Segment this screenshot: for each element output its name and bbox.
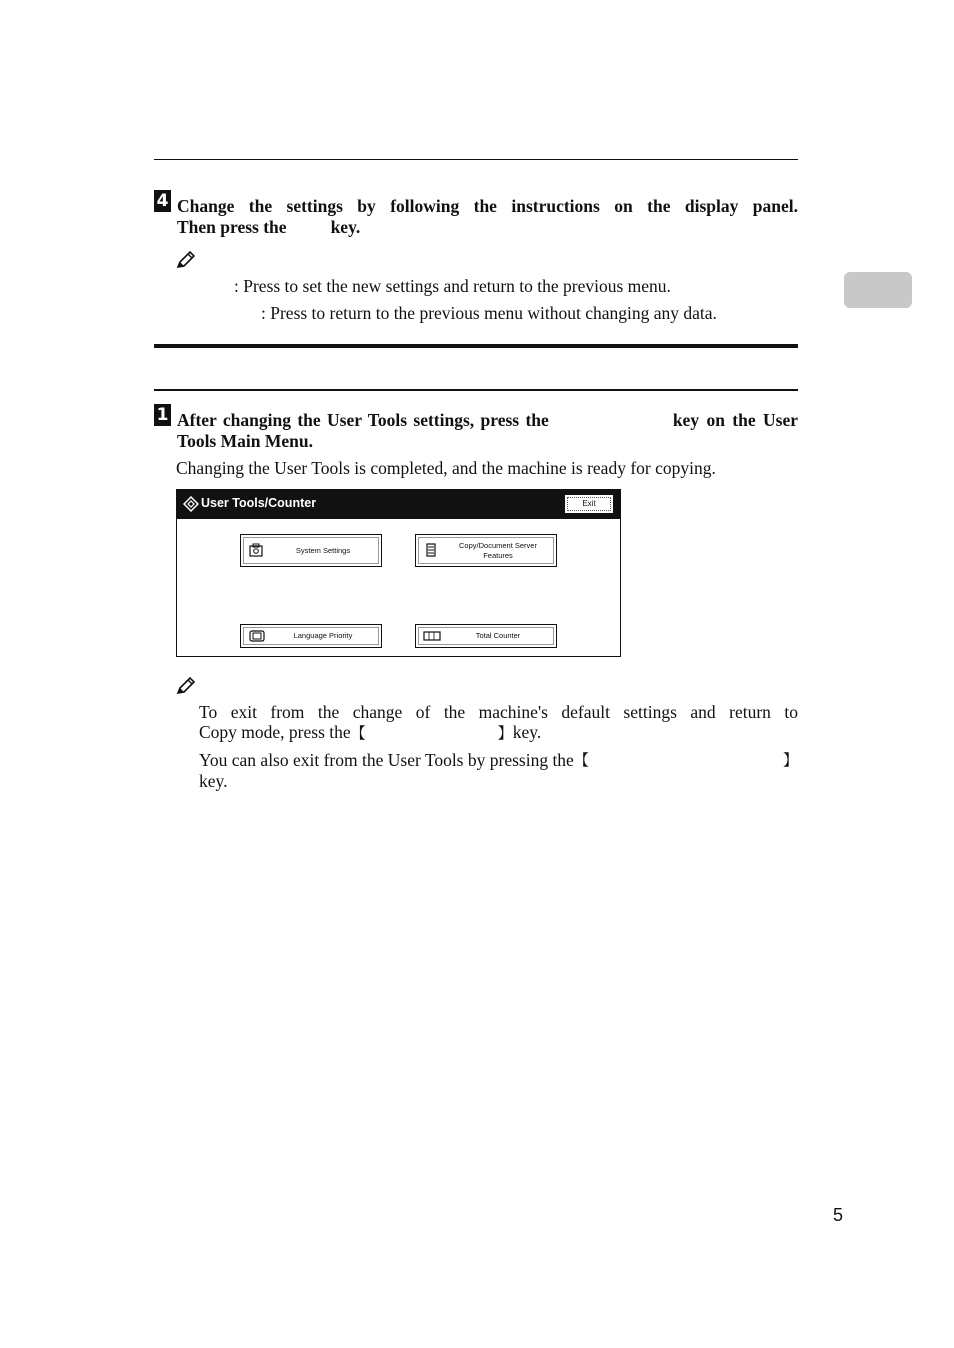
step-instruction-line1 [177, 410, 798, 431]
step-text-key: key. [330, 217, 361, 237]
section-rule [154, 344, 798, 348]
copy-document-server-icon [424, 543, 438, 557]
page-number: 5 [832, 1205, 843, 1225]
button-label: Copy/Document Server Features [459, 540, 537, 560]
key-bracket-close: 】 [782, 751, 798, 769]
screen-title: User Tools/Counter [201, 496, 317, 510]
step-text-then: Then press the [177, 217, 287, 237]
button-label: Total Counter [475, 631, 521, 640]
language-priority-icon [249, 630, 265, 642]
note-exit-line2 [199, 722, 541, 744]
key-bracket-open: 【 [350, 724, 366, 742]
header-rule [154, 159, 798, 160]
note-ok-description: : Press to set the new settings and return to the previous menu. [234, 276, 671, 296]
note-pencil-icon [176, 250, 196, 270]
step-instruction-line1: Change the settings by following the instructions on the display panel. [177, 196, 798, 216]
subsection-rule [154, 389, 798, 391]
key-bracket-open: 【 [573, 751, 589, 769]
step-instruction-line2: Tools Main Menu. [177, 431, 313, 451]
step-number-badge: 4 [154, 190, 171, 212]
note-key-text: key. [512, 722, 542, 742]
step-text-key-on: key on the User [672, 410, 798, 430]
step-instruction [177, 196, 798, 238]
system-settings-icon [249, 543, 263, 557]
note-pencil-icon [176, 676, 196, 696]
button-label: System Settings [295, 545, 351, 555]
chapter-tab-marker [844, 272, 912, 308]
note-cancel-description: : Press to return to the previous menu without changing any data. [261, 303, 717, 323]
note-key-line: key. [199, 771, 228, 791]
button-label: Language Priority [293, 631, 353, 640]
note-exit-line1: To exit from the change of the machine's default settings and return to [199, 702, 798, 722]
system-settings-button[interactable] [240, 534, 382, 567]
user-tools-icon [183, 496, 199, 512]
user-tools-screen [176, 489, 621, 657]
key-bracket-close: 】 [497, 724, 513, 742]
counter-icon [423, 631, 441, 641]
step-result-text: Changing the User Tools is completed, and the machine is ready for copying. [176, 458, 716, 478]
note-also-exit-text: You can also exit from the User Tools by pressing the [199, 750, 574, 770]
step-number-badge: 1 [154, 404, 171, 426]
note-also-exit-line [199, 750, 798, 771]
exit-button[interactable]: Exit [565, 495, 613, 513]
step-instruction [177, 410, 798, 452]
language-priority-button[interactable] [240, 624, 382, 648]
step-text-after: After changing the User Tools settings, press the [177, 410, 549, 430]
copy-document-server-button[interactable] [415, 534, 557, 567]
note-exit-text: Copy mode, press the [199, 722, 351, 742]
total-counter-button[interactable] [415, 624, 557, 648]
step-instruction-line2 [177, 217, 798, 238]
screen-header [177, 490, 620, 519]
